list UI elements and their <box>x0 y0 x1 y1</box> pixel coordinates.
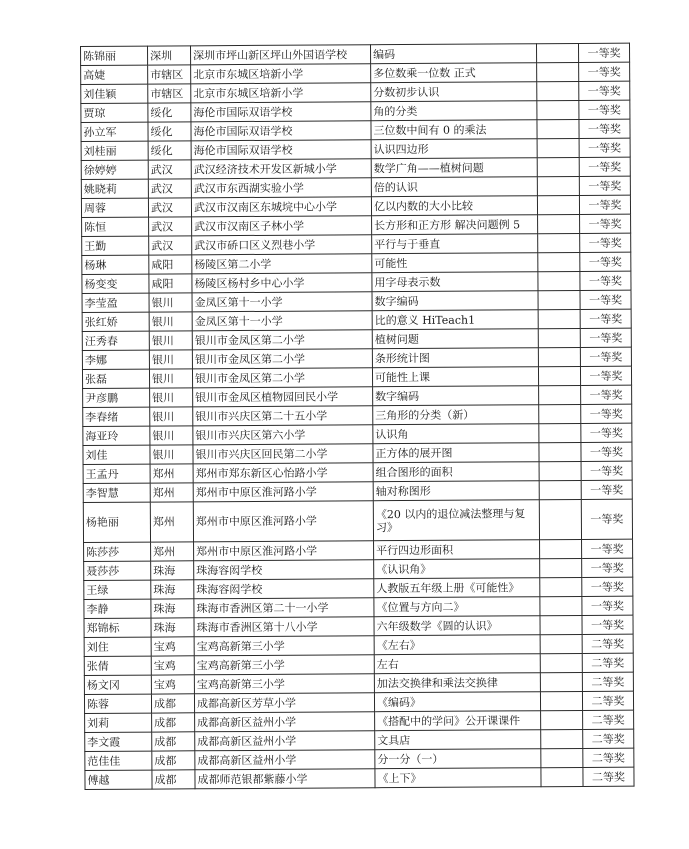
school-cell: 海伦市国际双语学校 <box>191 121 371 141</box>
empty-cell <box>537 195 579 214</box>
award-level-cell: 二等奖 <box>583 729 634 748</box>
teacher-name-cell: 王绿 <box>84 580 151 599</box>
award-level-cell: 二等奖 <box>582 653 633 672</box>
empty-cell <box>538 214 580 233</box>
table-row <box>85 767 634 789</box>
city-cell: 珠海 <box>151 561 194 580</box>
award-list-table <box>80 43 635 790</box>
city-cell: 宝鸡 <box>151 675 194 694</box>
teacher-name-cell: 汪秀春 <box>82 331 149 350</box>
lesson-title-cell: 《搭配中的学问》公开课课件 <box>375 711 541 731</box>
award-level-cell: 一等奖 <box>579 195 630 214</box>
city-cell: 银川 <box>149 293 192 312</box>
lesson-title-cell: 分数初步认识 <box>371 82 537 102</box>
award-level-cell: 一等奖 <box>581 385 632 404</box>
empty-cell <box>536 43 578 62</box>
teacher-name-cell: 姚晓莉 <box>81 179 148 198</box>
lesson-title-cell: 《20 以内的退位减法整理与复习》 <box>373 500 539 541</box>
teacher-name-cell: 聂莎莎 <box>84 561 151 580</box>
school-cell: 珠海市香洲区第二十一小学 <box>194 598 374 618</box>
teacher-name-cell: 张倩 <box>84 656 151 675</box>
empty-cell <box>540 691 582 710</box>
empty-cell <box>541 710 583 729</box>
award-level-cell: 一等奖 <box>580 271 631 290</box>
empty-cell <box>538 328 580 347</box>
teacher-name-cell: 刘桂丽 <box>81 141 148 160</box>
empty-cell <box>538 347 580 366</box>
lesson-title-cell: 亿以内数的大小比较 <box>371 196 537 216</box>
lesson-title-cell: 左右 <box>374 654 540 674</box>
award-level-cell: 二等奖 <box>582 634 633 653</box>
award-level-cell: 一等奖 <box>580 252 631 271</box>
award-level-cell: 一等奖 <box>582 539 633 558</box>
lesson-title-cell: 角的分类 <box>371 101 537 121</box>
school-cell: 杨陵区第二小学 <box>192 254 372 274</box>
city-cell: 市辖区 <box>148 84 191 103</box>
empty-cell <box>540 539 582 558</box>
award-level-cell: 一等奖 <box>582 596 633 615</box>
award-level-cell: 一等奖 <box>581 480 632 499</box>
teacher-name-cell: 刘住 <box>84 637 151 656</box>
teacher-name-cell: 刘佳 <box>83 445 150 464</box>
award-level-cell: 一等奖 <box>582 577 633 596</box>
empty-cell <box>538 252 580 271</box>
award-level-cell: 二等奖 <box>582 691 633 710</box>
school-cell: 银川市金凤区第二小学 <box>192 330 372 350</box>
award-level-cell: 一等奖 <box>581 499 632 539</box>
lesson-title-cell: 三角形的分类（新） <box>373 405 539 425</box>
school-cell: 成都高新区益州小学 <box>195 750 375 770</box>
empty-cell <box>540 615 582 634</box>
school-cell: 银川市金凤区植物园回民小学 <box>193 387 373 407</box>
teacher-name-cell: 李娜 <box>82 350 149 369</box>
city-cell: 绥化 <box>148 122 191 141</box>
city-cell: 成都 <box>152 732 195 751</box>
award-level-cell: 一等奖 <box>579 119 630 138</box>
teacher-name-cell: 李智慧 <box>83 483 150 502</box>
lesson-title-cell: 认识四边形 <box>371 139 537 159</box>
lesson-title-cell: 可能性上课 <box>372 367 538 387</box>
lesson-title-cell: 比的意义 HiTeach1 <box>372 310 538 330</box>
city-cell: 郑州 <box>150 483 193 502</box>
school-cell: 银川市金凤区第二小学 <box>192 368 372 388</box>
school-cell: 郑州市郑东新区心怡路小学 <box>193 463 373 483</box>
empty-cell <box>540 634 582 653</box>
lesson-title-cell: 倍的认识 <box>371 177 537 197</box>
city-cell: 宝鸡 <box>151 656 194 675</box>
award-level-cell: 一等奖 <box>579 100 630 119</box>
lesson-title-cell: 《位置与方向二》 <box>374 597 540 617</box>
award-level-cell: 一等奖 <box>578 43 629 62</box>
lesson-title-cell: 轴对称图形 <box>373 481 539 501</box>
lesson-title-cell: 数字编码 <box>372 291 538 311</box>
award-level-cell: 一等奖 <box>582 615 633 634</box>
city-cell: 银川 <box>149 350 192 369</box>
city-cell: 银川 <box>150 426 193 445</box>
city-cell: 银川 <box>150 407 193 426</box>
city-cell: 成都 <box>152 751 195 770</box>
school-cell: 杨陵区杨村乡中心小学 <box>192 273 372 293</box>
teacher-name-cell: 王孟丹 <box>83 464 150 483</box>
teacher-name-cell: 杨艳丽 <box>83 502 150 542</box>
teacher-name-cell: 张红娇 <box>82 312 149 331</box>
empty-cell <box>541 729 583 748</box>
city-cell: 银川 <box>149 331 192 350</box>
lesson-title-cell: 分一分（一） <box>375 749 541 769</box>
empty-cell <box>539 480 581 499</box>
empty-cell <box>538 309 580 328</box>
teacher-name-cell: 李莹盈 <box>82 293 149 312</box>
empty-cell <box>537 138 579 157</box>
city-cell: 郑州 <box>151 542 194 561</box>
empty-cell <box>541 767 583 786</box>
award-level-cell: 一等奖 <box>579 176 630 195</box>
empty-cell <box>537 100 579 119</box>
award-level-cell: 一等奖 <box>581 461 632 480</box>
award-level-cell: 一等奖 <box>580 328 631 347</box>
school-cell: 成都高新区芳草小学 <box>194 693 374 713</box>
school-cell: 银川市金凤区第二小学 <box>192 349 372 369</box>
empty-cell <box>537 119 579 138</box>
empty-cell <box>538 271 580 290</box>
teacher-name-cell: 陈蓉 <box>84 694 151 713</box>
empty-cell <box>539 423 581 442</box>
empty-cell <box>537 81 579 100</box>
award-level-cell: 二等奖 <box>583 710 634 729</box>
empty-cell <box>539 385 581 404</box>
city-cell: 珠海 <box>151 599 194 618</box>
school-cell: 北京市东城区培新小学 <box>191 64 371 84</box>
empty-cell <box>537 62 579 81</box>
empty-cell <box>540 596 582 615</box>
city-cell: 咸阳 <box>149 255 192 274</box>
award-level-cell: 一等奖 <box>580 366 631 385</box>
city-cell: 珠海 <box>151 580 194 599</box>
award-level-cell: 一等奖 <box>580 290 631 309</box>
school-cell: 珠海市香洲区第十八小学 <box>194 617 374 637</box>
city-cell: 成都 <box>152 713 195 732</box>
empty-cell <box>539 404 581 423</box>
city-cell: 绥化 <box>148 103 191 122</box>
lesson-title-cell: 植树问题 <box>372 329 538 349</box>
empty-cell <box>540 577 582 596</box>
city-cell: 郑州 <box>150 464 193 483</box>
school-cell: 武汉市硚口区义烈巷小学 <box>192 235 372 255</box>
award-level-cell: 二等奖 <box>583 767 634 786</box>
school-cell: 武汉经济技术开发区新城小学 <box>191 159 371 179</box>
teacher-name-cell: 刘莉 <box>85 713 152 732</box>
award-level-cell: 一等奖 <box>579 138 630 157</box>
city-cell: 郑州 <box>150 502 193 542</box>
lesson-title-cell: 用字母表示数 <box>372 272 538 292</box>
empty-cell <box>541 748 583 767</box>
lesson-title-cell: 《认识角》 <box>374 559 540 579</box>
empty-cell <box>538 290 580 309</box>
city-cell: 成都 <box>151 694 194 713</box>
empty-cell <box>539 442 581 461</box>
city-cell: 武汉 <box>148 179 191 198</box>
teacher-name-cell: 尹彦鹏 <box>83 388 150 407</box>
teacher-name-cell: 李静 <box>84 599 151 618</box>
city-cell: 珠海 <box>151 618 194 637</box>
empty-cell <box>539 499 581 539</box>
award-level-cell: 一等奖 <box>580 309 631 328</box>
school-cell: 珠海容闳学校 <box>194 579 374 599</box>
school-cell: 宝鸡高新第三小学 <box>194 674 374 694</box>
teacher-name-cell: 陈恒 <box>82 217 149 236</box>
teacher-name-cell: 杨变变 <box>82 274 149 293</box>
lesson-title-cell: 《左右》 <box>374 635 540 655</box>
teacher-name-cell: 王勤 <box>82 236 149 255</box>
school-cell: 郑州市中原区淮河路小学 <box>193 501 373 542</box>
city-cell: 成都 <box>152 770 195 789</box>
teacher-name-cell: 杨文冈 <box>84 675 151 694</box>
lesson-title-cell: 长方形和正方形 解决问题例 5 <box>372 215 538 235</box>
city-cell: 宝鸡 <box>151 637 194 656</box>
teacher-name-cell: 陈莎莎 <box>84 542 151 561</box>
school-cell: 北京市东城区培新小学 <box>191 83 371 103</box>
lesson-title-cell: 六年级数学《圆的认识》 <box>374 616 540 636</box>
school-cell: 银川市兴庆区第六小学 <box>193 425 373 445</box>
empty-cell <box>538 366 580 385</box>
lesson-title-cell: 加法交换律和乘法交换律 <box>374 673 540 693</box>
teacher-name-cell: 贾琼 <box>81 103 148 122</box>
city-cell: 武汉 <box>148 198 191 217</box>
lesson-title-cell: 数字编码 <box>373 386 539 406</box>
teacher-name-cell: 张磊 <box>82 369 149 388</box>
teacher-name-cell: 孙立军 <box>81 122 148 141</box>
teacher-name-cell: 徐婷婷 <box>81 160 148 179</box>
school-cell: 成都高新区益州小学 <box>195 712 375 732</box>
lesson-title-cell: 三位数中间有 0 的乘法 <box>371 120 537 140</box>
teacher-name-cell: 郑锦标 <box>84 618 151 637</box>
school-cell: 武汉市汉南区子林小学 <box>192 216 372 236</box>
award-level-cell: 一等奖 <box>581 423 632 442</box>
lesson-title-cell: 组合图形的面积 <box>373 462 539 482</box>
teacher-name-cell: 李文霞 <box>85 732 152 751</box>
school-cell: 金凤区第十一小学 <box>192 292 372 312</box>
lesson-title-cell: 条形统计图 <box>372 348 538 368</box>
award-level-cell: 一等奖 <box>582 558 633 577</box>
empty-cell <box>537 176 579 195</box>
city-cell: 银川 <box>150 388 193 407</box>
lesson-title-cell: 认识角 <box>373 424 539 444</box>
empty-cell <box>539 461 581 480</box>
lesson-title-cell: 可能性 <box>372 253 538 273</box>
teacher-name-cell: 刘佳颖 <box>81 84 148 103</box>
school-cell: 宝鸡高新第三小学 <box>194 636 374 656</box>
award-level-cell: 一等奖 <box>580 214 631 233</box>
city-cell: 市辖区 <box>148 65 191 84</box>
city-cell: 绥化 <box>148 141 191 160</box>
lesson-title-cell: 数学广角——植树问题 <box>371 158 537 178</box>
city-cell: 武汉 <box>149 236 192 255</box>
school-cell: 成都高新区益州小学 <box>195 731 375 751</box>
city-cell: 银川 <box>149 312 192 331</box>
teacher-name-cell: 傅越 <box>85 770 152 789</box>
school-cell: 海伦市国际双语学校 <box>191 102 371 122</box>
city-cell: 银川 <box>149 369 192 388</box>
school-cell: 宝鸡高新第三小学 <box>194 655 374 675</box>
award-level-cell: 一等奖 <box>579 62 630 81</box>
city-cell: 咸阳 <box>149 274 192 293</box>
award-level-cell: 二等奖 <box>582 672 633 691</box>
award-level-cell: 一等奖 <box>580 233 631 252</box>
school-cell: 深圳市坪山新区坪山外国语学校 <box>191 45 371 65</box>
empty-cell <box>540 558 582 577</box>
award-list-body <box>81 43 635 789</box>
city-cell: 武汉 <box>149 217 192 236</box>
city-cell: 银川 <box>150 445 193 464</box>
lesson-title-cell: 平行四边形面积 <box>374 540 540 560</box>
teacher-name-cell: 李春绪 <box>83 407 150 426</box>
teacher-name-cell: 杨琳 <box>82 255 149 274</box>
award-level-cell: 一等奖 <box>579 81 630 100</box>
lesson-title-cell: 平行与于垂直 <box>372 234 538 254</box>
school-cell: 金凤区第十一小学 <box>192 311 372 331</box>
school-cell: 郑州市中原区淮河路小学 <box>193 482 373 502</box>
city-cell: 武汉 <box>148 160 191 179</box>
school-cell: 珠海容闳学校 <box>194 560 374 580</box>
school-cell: 郑州市中原区淮河路小学 <box>194 541 374 561</box>
lesson-title-cell: 编码 <box>370 44 536 64</box>
teacher-name-cell: 周蓉 <box>81 198 148 217</box>
lesson-title-cell: 文具店 <box>375 730 541 750</box>
lesson-title-cell: 正方体的展开图 <box>373 443 539 463</box>
award-level-cell: 一等奖 <box>579 157 630 176</box>
school-cell: 武汉市东西湖实验小学 <box>191 178 371 198</box>
teacher-name-cell: 范佳佳 <box>85 751 152 770</box>
school-cell: 银川市兴庆区回民第二小学 <box>193 444 373 464</box>
empty-cell <box>540 672 582 691</box>
teacher-name-cell: 陈锦丽 <box>81 46 148 65</box>
teacher-name-cell: 高婕 <box>81 65 148 84</box>
lesson-title-cell: 多位数乘一位数 正式 <box>371 63 537 83</box>
school-cell: 银川市兴庆区第二十五小学 <box>193 406 373 426</box>
school-cell: 武汉市汉南区东城垸中心小学 <box>191 197 371 217</box>
school-cell: 海伦市国际双语学校 <box>191 140 371 160</box>
school-cell: 成都师范银都紫藤小学 <box>195 769 375 789</box>
teacher-name-cell: 海亚玲 <box>83 426 150 445</box>
award-level-cell: 一等奖 <box>580 347 631 366</box>
award-level-cell: 一等奖 <box>581 404 632 423</box>
empty-cell <box>538 233 580 252</box>
award-level-cell: 一等奖 <box>581 442 632 461</box>
empty-cell <box>537 157 579 176</box>
lesson-title-cell: 《编码》 <box>374 692 540 712</box>
lesson-title-cell: 人教版五年级上册《可能性》 <box>374 578 540 598</box>
empty-cell <box>540 653 582 672</box>
award-level-cell: 二等奖 <box>583 748 634 767</box>
city-cell: 深圳 <box>148 46 191 65</box>
lesson-title-cell: 《上下》 <box>375 768 541 788</box>
table-row <box>83 499 632 542</box>
